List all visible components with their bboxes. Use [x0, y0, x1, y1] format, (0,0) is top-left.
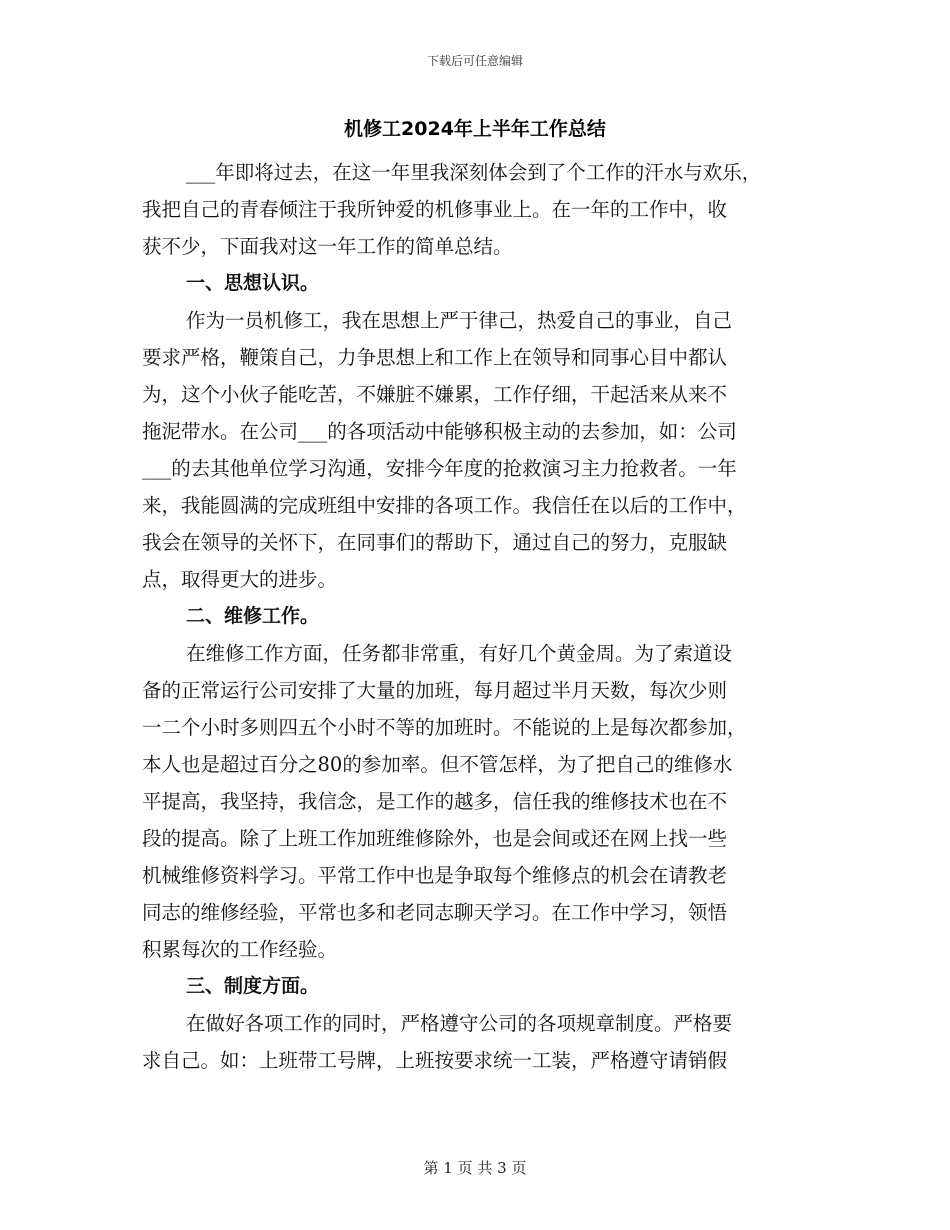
paragraph-line: ___的去其他单位学习沟通，安排今年度的抢救演习主力抢救者。一年 [142, 457, 737, 480]
header-note: 下载后可任意编辑 [426, 54, 523, 68]
paragraph-line: 段的提高。除了上班工作加班维修除外，也是会间或还在网上找一些 [142, 827, 728, 850]
paragraph-line: 要求严格，鞭策自己，力争思想上和工作上在领导和同事心目中都认 [142, 346, 728, 369]
page-footer: 第 1 页 共 3 页 [423, 1159, 527, 1177]
section-heading: 二、维修工作。 [186, 605, 320, 627]
paragraph-line: 备的正常运行公司安排了大量的加班，每月超过半月天数，每次少则 [142, 679, 728, 702]
paragraph-line: ___年即将过去，在这一年里我深刻体会到了个工作的汗水与欢乐， [186, 161, 762, 184]
paragraph-line: 本人也是超过百分之80的参加率。但不管怎样，为了把自己的维修水 [142, 753, 733, 776]
paragraph-line: 同志的维修经验，平常也多和老同志聊天学习。在工作中学习，领悟 [142, 901, 728, 924]
paragraph-line: 点，取得更大的进步。 [142, 568, 338, 591]
paragraph-line: 在维修工作方面，任务都非常重，有好几个黄金周。为了索道设 [186, 642, 733, 665]
paragraph-line: 积累每次的工作经验。 [142, 938, 338, 961]
paragraph-line: 我会在领导的关怀下，在同事们的帮助下，通过自己的努力，克服缺 [142, 531, 728, 554]
paragraph-line: 在做好各项工作的同时，严格遵守公司的各项规章制度。严格要 [186, 1012, 733, 1035]
paragraph-line: 来，我能圆满的完成班组中安排的各项工作。我信任在以后的工作中， [142, 494, 747, 517]
document-body [142, 154, 822, 1079]
paragraph-line: 作为一员机修工，我在思想上严于律己，热爱自己的事业，自己 [186, 309, 733, 332]
paragraph-line: 拖泥带水。在公司___的各项活动中能够积极主动的去参加，如：公司 [142, 420, 737, 443]
paragraph-line: 平提高，我坚持，我信念，是工作的越多，信任我的维修技术也在不 [142, 790, 728, 813]
paragraph-line: 我把自己的青春倾注于我所钟爱的机修事业上。在一年的工作中，收 [142, 198, 728, 221]
section-heading: 一、思想认识。 [186, 272, 320, 294]
paragraph-line: 求自己。如：上班带工号牌，上班按要求统一工装，严格遵守请销假 [142, 1049, 728, 1072]
paragraph-line: 获不少，下面我对这一年工作的简单总结。 [142, 235, 513, 258]
section-heading: 三、制度方面。 [186, 975, 320, 997]
page-title: 机修工2024年上半年工作总结 [344, 118, 606, 140]
paragraph-line: 机械维修资料学习。平常工作中也是争取每个维修点的机会在请教老 [142, 864, 728, 887]
paragraph-line: 一二个小时多则四五个小时不等的加班时。不能说的上是每次都参加， [142, 716, 747, 739]
paragraph-line: 为，这个小伙子能吃苦，不嫌脏不嫌累，工作仔细，干起活来从来不 [142, 383, 728, 406]
